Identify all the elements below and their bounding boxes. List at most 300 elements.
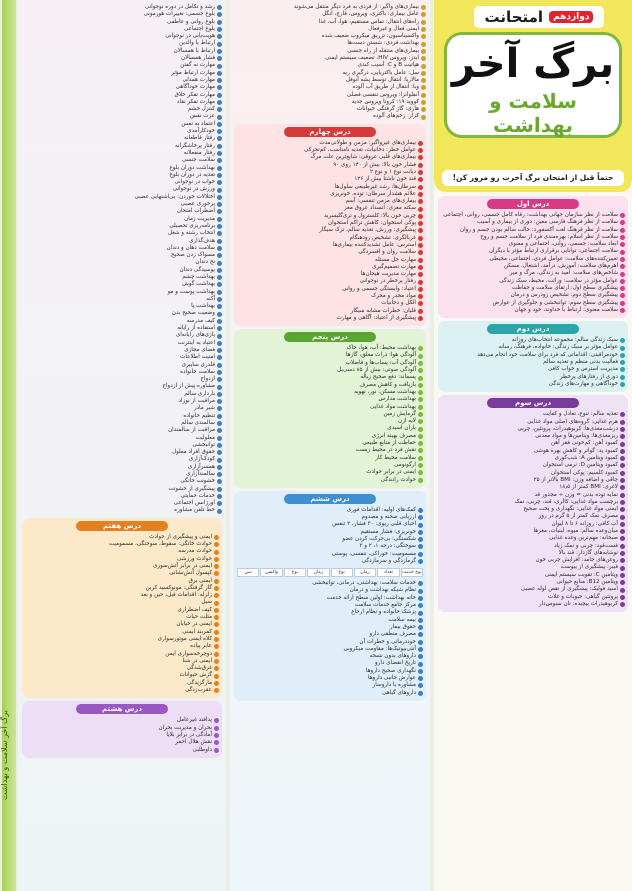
bullet-icon: [217, 144, 222, 149]
list-item-text: نگهداری صحیح داروها: [365, 667, 416, 674]
list-item: [441, 366, 625, 373]
bullet-icon: [620, 463, 625, 468]
list-item-text: مصرف بهینه انرژی: [371, 432, 416, 439]
bullet-icon: [620, 522, 625, 527]
list-item-text: روغن‌های جامد: افزایش چربی خون: [535, 557, 618, 564]
bullet-icon: [418, 177, 423, 182]
bullet-icon: [418, 647, 423, 652]
bullet-icon: [418, 456, 423, 461]
list-item-text: آلودگی صوتی: بیش از ۸۵ دسی‌بل: [337, 367, 416, 374]
list-item: [237, 558, 423, 565]
list-item: [441, 234, 625, 241]
lesson2-list: [441, 337, 625, 388]
list-item-text: مواد مخدر و محرک: [371, 292, 416, 299]
bullet-icon: [214, 652, 219, 657]
bullet-icon: [418, 376, 423, 381]
bullet-icon: [421, 115, 426, 120]
bullet-icon: [620, 353, 625, 358]
bullet-icon: [214, 681, 219, 686]
list-item-text: خدمات حمایتی: [180, 492, 215, 499]
bullet-icon: [620, 478, 625, 483]
list-item: [441, 462, 625, 469]
bullet-icon: [217, 348, 222, 353]
lesson1-list: [441, 212, 625, 314]
exam-label: امتحانت: [484, 8, 544, 26]
bullet-icon: [620, 573, 625, 578]
bullet-icon: [620, 338, 625, 343]
bullet-icon: [214, 593, 219, 598]
section-lesson5: [234, 329, 426, 488]
list-item-text: ایمنی فعال و غیرفعال: [368, 25, 419, 32]
bullet-icon: [217, 100, 222, 105]
list-item-text: کپسول آتش‌نشانی: [169, 570, 212, 577]
list-item-text: ارگونومی: [394, 461, 416, 468]
list-item: [22, 296, 222, 303]
list-item-text: دیابت نوع ۱ و نوع ۲: [369, 168, 416, 175]
bullet-icon: [418, 236, 423, 241]
bullet-icon: [217, 253, 222, 258]
bullet-icon: [421, 85, 426, 90]
list-item-text: استفاده از رایانه: [177, 325, 215, 332]
list-item-text: سلامت اجتماعی: توانایی برقراری ارتباط مؤثر با دیگران: [488, 248, 618, 255]
bullet-icon: [620, 308, 625, 313]
list-item-text: اعتیاد به اینترنت: [177, 339, 215, 346]
list-item-text: حوادث مدرسه: [178, 548, 212, 555]
list-item: [234, 113, 426, 120]
list-item: [441, 550, 625, 557]
bullet-icon: [217, 224, 222, 229]
bullet-icon: [620, 602, 625, 607]
list-item-text: سلامت از نظر فرهنگ لغت آکسفورد: حالت سالم بودن جسم و روان: [459, 226, 618, 233]
bullet-icon: [620, 434, 625, 439]
bullet-icon: [217, 202, 222, 207]
list-item-text: کووید ۱۹: کرونا ویروس جدید: [351, 98, 419, 105]
list-item-text: مراقبت از سالمندان: [168, 427, 215, 434]
list-item-text: آنتی‌بیوتیک‌ها: مقاومت میکروبی: [343, 645, 416, 652]
list-item: [237, 308, 423, 315]
bullet-icon: [620, 235, 625, 240]
list-item: [237, 162, 423, 169]
list-item-text: گزش حیوانات: [179, 672, 212, 679]
list-item: [22, 340, 222, 347]
list-item: [441, 535, 625, 542]
bullet-icon: [418, 691, 423, 696]
bullet-icon: [217, 304, 222, 309]
table-cell: زمان: [307, 568, 329, 577]
list-item-text: راه‌های انتقال: تماس مستقیم، هوا، آب، غذا: [318, 18, 419, 25]
list-item: [22, 33, 222, 40]
bullet-icon: [418, 530, 423, 535]
list-item: [25, 592, 219, 599]
list-item: [237, 374, 423, 381]
list-item-text: بارداری سالم: [184, 390, 215, 397]
bullet-icon: [620, 420, 625, 425]
exam-summary-sheet: [2, 0, 632, 891]
bullet-icon: [418, 515, 423, 520]
list-item: [22, 493, 222, 500]
list-item: [22, 383, 222, 390]
column-right: [434, 0, 632, 891]
bullet-icon: [421, 49, 426, 54]
bullet-icon: [620, 272, 625, 277]
list-item-text: لایه ازن: [398, 418, 416, 425]
list-item-text: زلزله: اقدامات قبل، حین و بعد: [140, 592, 212, 599]
bullet-icon: [418, 214, 423, 219]
list-item-text: شاخص‌های سلامت: امید به زندگی، مرگ و میر: [509, 270, 618, 277]
bullet-icon: [214, 726, 219, 731]
list-item: [22, 208, 222, 215]
list-item: [441, 440, 625, 447]
bullet-icon: [217, 465, 222, 470]
list-item: [237, 477, 423, 484]
list-item-text: خودآگاهی و مهارت‌های زندگی: [548, 380, 618, 387]
list-item: [22, 84, 222, 91]
list-item: [22, 62, 222, 69]
list-item-text: مثلث حیات: [186, 614, 212, 621]
bullet-icon: [418, 419, 423, 424]
list-item-text: کیف مدرسه: [186, 317, 215, 324]
bullet-icon: [418, 632, 423, 637]
list-item: [234, 84, 426, 91]
list-item: [25, 643, 219, 650]
list-item-text: سالمندی سالم: [181, 419, 215, 426]
bullet-icon: [217, 436, 222, 441]
list-item: [234, 19, 426, 26]
list-item-text: مهارت تفکر نقاد: [177, 98, 215, 105]
list-item: [22, 507, 222, 514]
list-item: [22, 347, 222, 354]
lesson4-list: [237, 140, 423, 322]
bullet-icon: [214, 535, 219, 540]
bullet-icon: [620, 500, 625, 505]
bullet-icon: [217, 246, 222, 251]
section-lesson4: [234, 124, 426, 326]
list-item: [237, 396, 423, 403]
bullet-icon: [214, 542, 219, 547]
list-item-text: مسمومیت: خوراکی، تنفسی، پوستی: [331, 550, 416, 557]
list-item-text: توانبخشی: [192, 441, 215, 448]
section-title: درس چهارم: [284, 127, 376, 137]
list-item-text: کمک‌های اولیه: اقدامات فوری: [346, 506, 416, 513]
list-item-text: سکته مغزی: انسداد عروق مغز: [344, 205, 416, 212]
list-item-text: خودکارآمدی: [187, 128, 215, 135]
list-item: [22, 11, 222, 18]
list-item-text: رفتار پرخاشگرانه: [174, 142, 215, 149]
list-item-text: سلامت روان و افسردگی: [358, 249, 416, 256]
list-item-text: استرس: عامل تشدیدکننده بیماری‌ها: [332, 241, 416, 248]
list-item-text: مصرف منطقی دارو: [369, 631, 416, 638]
bullet-icon: [217, 136, 222, 141]
title-banner: [434, 0, 632, 192]
list-item: [234, 62, 426, 69]
list-item-text: کیف اضطراری: [177, 606, 212, 613]
list-item-text: ایمنی در شنا: [182, 657, 212, 664]
bullet-icon: [418, 596, 423, 601]
bullet-icon: [620, 566, 625, 571]
list-item: [237, 140, 423, 147]
bullet-icon: [214, 740, 219, 745]
bullet-icon: [418, 163, 423, 168]
list-item-text: ایمنی در برابر حوادث: [366, 469, 416, 476]
list-item-text: عوامل خطر: دخانیات، تغذیه نامناسب، کم‌تحرکی: [304, 147, 416, 154]
green-spine: [2, 0, 16, 891]
bullet-icon: [214, 564, 219, 569]
list-item-text: خواب در نوجوانی: [174, 179, 215, 186]
list-item-text: درشت‌مغذی‌ها: کربوهیدرات، پروتئین، چربی: [517, 425, 618, 432]
list-item: [237, 551, 423, 558]
bullet-icon: [620, 279, 625, 284]
bullet-icon: [418, 287, 423, 292]
list-item-text: مسواک زدن صحیح: [171, 252, 215, 259]
bullet-icon: [217, 319, 222, 324]
list-item-text: حقوق بیمار: [389, 623, 416, 630]
bullet-icon: [217, 122, 222, 127]
bullet-icon: [217, 414, 222, 419]
bullet-icon: [418, 301, 423, 306]
bullet-icon: [214, 644, 219, 649]
list-item: [237, 543, 423, 550]
list-item-text: الکل و دخانیات: [381, 300, 416, 307]
list-item-text: پوکی استخوان: کاهش تراکم استخوان: [328, 220, 416, 227]
list-item: [237, 184, 423, 191]
list-item-text: مهارت تصمیم‌گیری: [372, 263, 416, 270]
bullet-icon: [620, 529, 625, 534]
list-item: [22, 106, 222, 113]
list-item: [237, 455, 423, 462]
list-item-text: بهداشت فردی: شستن دست‌ها: [347, 40, 419, 47]
bullet-icon: [620, 507, 625, 512]
column-left: [18, 0, 226, 891]
list-item: [237, 411, 423, 418]
list-item: [22, 135, 222, 142]
bullet-icon: [214, 674, 219, 679]
list-item-text: سلامت از نظر سازمان جهانی بهداشت: رفاه کامل جسمی، روانی، اجتماعی: [443, 212, 618, 218]
list-item-text: بهداشت گوش: [182, 281, 215, 288]
list-item: [234, 70, 426, 77]
list-item-text: بازیافت و کاهش مصرف: [359, 381, 416, 388]
bullet-icon: [217, 166, 222, 171]
list-item: [237, 440, 423, 447]
bullet-icon: [214, 666, 219, 671]
list-item: [22, 486, 222, 493]
list-item: [237, 462, 423, 469]
list-item-text: بیماری‌های قلبی عروقی: شایع‌ترین علت مرگ: [310, 154, 416, 161]
list-item: [237, 176, 423, 183]
bullet-icon: [418, 640, 423, 645]
bullet-icon: [421, 5, 426, 10]
bullet-icon: [418, 390, 423, 395]
list-item: [237, 315, 423, 322]
lesson3-list: [441, 411, 625, 608]
bullet-icon: [217, 268, 222, 273]
bullet-icon: [217, 209, 222, 214]
bullet-icon: [418, 280, 423, 285]
list-item: [234, 33, 426, 40]
list-item: [22, 128, 222, 135]
list-item-text: بهداشت مسکن: نور، تهویه: [354, 388, 416, 395]
list-item-text: سیل: [201, 599, 212, 606]
list-item-text: مهارت تفکر خلاق: [174, 91, 215, 98]
list-item-text: بازی‌های رایانه‌ای: [175, 332, 215, 339]
bullet-icon: [418, 272, 423, 277]
list-item-text: اختلالات خوردن: بی‌اشتهایی عصبی: [134, 193, 215, 200]
bullet-icon: [217, 355, 222, 360]
list-item-text: آب کافی: روزانه ۶ تا ۸ لیوان: [551, 520, 618, 527]
list-item: [441, 513, 625, 520]
list-item: [22, 281, 222, 288]
list-item-text: بلوغ روانی و عاطفی: [167, 18, 215, 25]
bullet-icon: [217, 385, 222, 390]
list-item: [25, 687, 219, 694]
bullet-icon: [418, 185, 423, 190]
bullet-icon: [217, 129, 222, 134]
list-item-text: خونریزی: فشار مستقیم: [360, 528, 416, 535]
list-item-text: عقرب‌زدگی: [184, 687, 212, 694]
list-item-text: سلامت خانواده: [180, 368, 215, 375]
list-item: [237, 205, 423, 212]
list-item: [22, 427, 222, 434]
list-item: [237, 271, 423, 278]
list-item: [441, 492, 625, 499]
bullet-icon: [418, 346, 423, 351]
bullet-icon: [217, 494, 222, 499]
bullet-icon: [418, 309, 423, 314]
list-item: [22, 405, 222, 412]
list-item: [441, 448, 625, 455]
bullet-icon: [214, 718, 219, 723]
bullet-icon: [217, 443, 222, 448]
bullet-icon: [217, 341, 222, 346]
list-item-text: نوشابه‌های گازدار: قند بالا: [558, 549, 618, 556]
bullet-icon: [217, 27, 222, 32]
list-item-text: حفاظت از منابع طبیعی: [362, 440, 416, 447]
bullet-icon: [217, 392, 222, 397]
list-item: [441, 484, 625, 491]
bullet-icon: [421, 42, 426, 47]
list-item: [22, 70, 222, 77]
bullet-icon: [418, 478, 423, 483]
list-item: [22, 216, 222, 223]
bullet-icon: [217, 275, 222, 280]
list-item-text: فست‌فود: چربی و نمک زیاد: [554, 542, 618, 549]
list-item: [237, 227, 423, 234]
list-item: [22, 92, 222, 99]
list-item-text: نمایه توده بدنی = وزن ÷ مجذور قد: [534, 491, 618, 498]
bullet-icon: [418, 603, 423, 608]
list-item: [237, 631, 423, 638]
bullet-icon: [418, 250, 423, 255]
list-item-text: عامل بیماری: باکتری، ویروس، قارچ، انگل: [322, 11, 419, 18]
list-item-text: مهارت ارتباط مؤثر: [171, 69, 215, 76]
bullet-icon: [214, 748, 219, 753]
bullet-icon: [214, 557, 219, 562]
list-item: [441, 307, 625, 314]
bullet-icon: [620, 485, 625, 490]
list-item-text: رشد و تکامل در دوره نوجوانی: [144, 4, 215, 10]
bullet-icon: [214, 659, 219, 664]
bullet-icon: [418, 463, 423, 468]
list-item-text: تاریخ انقضای دارو: [374, 660, 416, 667]
bullet-icon: [217, 428, 222, 433]
bullet-icon: [214, 622, 219, 627]
bullet-icon: [620, 293, 625, 298]
list-item-text: قند خون ناشتا بیش از ۱۲۶: [354, 176, 416, 183]
bullet-icon: [418, 654, 423, 659]
bullet-icon: [217, 239, 222, 244]
list-item-text: ایمنی در خیابان: [176, 621, 212, 628]
list-item-text: ازدواج: [200, 376, 215, 383]
list-item: [237, 418, 423, 425]
list-item: [25, 747, 219, 754]
bullet-icon: [620, 286, 625, 291]
bullet-icon: [620, 360, 625, 365]
bullet-icon: [418, 434, 423, 439]
list-item-text: ارتباط با همسالان: [173, 47, 215, 54]
bullet-icon: [421, 27, 426, 32]
bullet-icon: [418, 258, 423, 263]
bullet-icon: [418, 141, 423, 146]
list-item-text: پوسیدگی دندان: [179, 266, 215, 273]
list-item-text: همسرآزاری: [187, 463, 215, 470]
list-item-text: عوامل مؤثر در سلامت: وراثت، محیط، سبک زندگی: [499, 277, 618, 284]
list-item: [25, 556, 219, 563]
list-item-text: کنترل خشم: [187, 106, 215, 113]
bullet-icon: [217, 173, 222, 178]
list-item: [22, 48, 222, 55]
list-item-text: مرکز جامع خدمات سلامت: [354, 602, 416, 609]
bullet-icon: [217, 509, 222, 514]
list-item-text: چربی خون بالا: کلسترول و تری‌گلیسرید: [324, 212, 416, 219]
bullet-icon: [217, 472, 222, 477]
list-item: [237, 286, 423, 293]
list-item: [25, 739, 219, 746]
list-item: [22, 238, 222, 245]
list-item: [25, 717, 219, 724]
bullet-icon: [620, 442, 625, 447]
list-item-text: بهداشت پا: [191, 303, 215, 310]
bullet-icon: [418, 368, 423, 373]
list-item: [441, 564, 625, 571]
bullet-icon: [217, 42, 222, 47]
list-item: [25, 607, 219, 614]
list-item: [22, 310, 222, 317]
bullet-icon: [217, 56, 222, 61]
list-item: [22, 121, 222, 128]
list-item-text: پیشگیری سطح سوم: توانبخشی و جلوگیری از عوارض: [492, 299, 618, 306]
list-item-text: ایمنی و پیشگیری از حوادث: [149, 533, 212, 540]
list-item-text: ورزش در نوجوانی: [172, 186, 215, 193]
list-item: [22, 325, 222, 332]
list-item-text: وضعیت صحیح بدن: [171, 310, 215, 317]
list-item-text: پرخوری عصبی: [180, 201, 215, 208]
list-item: [22, 143, 222, 150]
list-item-text: مالاریا: انتقال توسط پشه آنوفل: [345, 76, 419, 83]
section-lesson7: [22, 518, 222, 699]
bullet-icon: [217, 501, 222, 506]
list-item: [22, 252, 222, 259]
list-item-text: سبک زندگی سالم: مجموعه انتخاب‌های روزانه: [511, 337, 618, 344]
list-item: [441, 256, 625, 263]
list-item-text: داروهای گیاهی: [382, 689, 416, 696]
bullet-icon: [418, 669, 423, 674]
list-item: [25, 629, 219, 636]
list-item-text: کربوهیدرات پیچیده: نان سبوس‌دار: [538, 600, 618, 607]
bullet-icon: [217, 297, 222, 302]
list-item: [25, 651, 219, 658]
bullet-icon: [217, 49, 222, 54]
bullet-icon: [418, 589, 423, 594]
list-item-text: معلولیت: [195, 434, 215, 441]
